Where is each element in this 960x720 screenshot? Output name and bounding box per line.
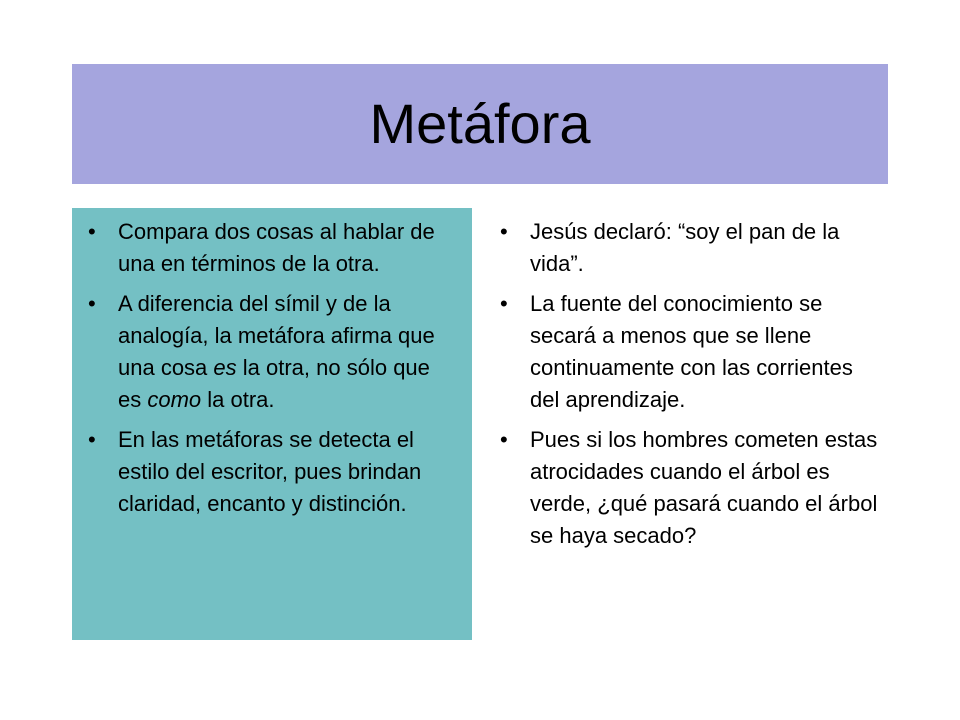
right-bullet-2: • La fuente del conocimiento se secará a menos que se llene continuamente con las corrientes del aprendizaje. (496, 288, 888, 416)
title-bar (72, 64, 888, 184)
left-bullet-3: • En las metáforas se detecta el estilo del escritor, pues brindan claridad, encanto y distinción. (84, 424, 456, 520)
slide-title: Metáfora (369, 92, 591, 155)
left-bullet-2-part-1: A diferencia del símil y de la analogía, la metáfora afirma que una cosa (118, 291, 435, 380)
right-bullet-1: • Jesús declaró: “soy el pan de la vida”. (496, 216, 888, 280)
left-bullet-2-emphasis-es: es (213, 355, 237, 380)
left-bullet-2-emphasis-como: como (147, 387, 202, 412)
right-bullet-3: • Pues si los hombres cometen estas atrocidades cuando el árbol es verde, ¿qué pasará cuando el árbol se haya secado? (496, 424, 888, 552)
left-content-panel (72, 208, 472, 640)
right-bullet-list (496, 216, 888, 560)
left-bullet-1: • Compara dos cosas al hablar de una en términos de la otra. (84, 216, 456, 280)
left-bullet-list (84, 216, 456, 528)
left-bullet-2 (84, 288, 456, 416)
left-bullet-2-part-3: la otra. (201, 387, 275, 412)
left-bullet-2-part-2: la otra, no sólo que es (118, 355, 430, 412)
